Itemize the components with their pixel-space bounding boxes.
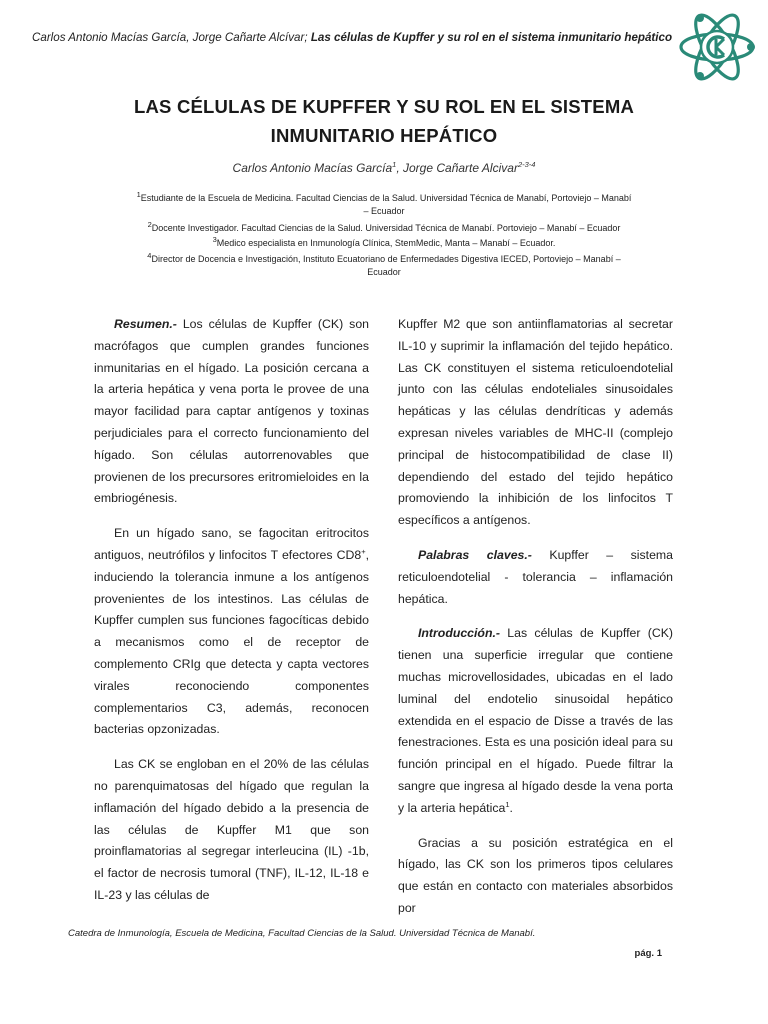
affiliation-3-line-1: Medico especialista en Inmunología Clínica, StemMedic, Manta – Manabí – Ecuador. bbox=[216, 238, 556, 248]
paragraph-3: Las CK se engloban en el 20% de las células no parenquimatosas del hígado que regulan la inflamación del hígado debido a la presencia de las células de Kupffer M1 que son proinflamatorias al segregar interleucina (IL) -1b, el factor de necrosis tumoral (TNF), IL-12, IL-18 e IL-23 y las células de bbox=[94, 757, 369, 902]
keywords-paragraph bbox=[398, 545, 673, 610]
paragraph-2-text-a: En un hígado sano, se fagocitan eritrocitos antiguos, neutrófilos y linfocitos T efectores CD8 bbox=[94, 526, 369, 562]
author-2-sup: 2-3-4 bbox=[517, 160, 536, 169]
keywords-text: Kupffer – sistema reticuloendotelial - tolerancia – inflamación hepática. bbox=[398, 547, 673, 606]
paragraph-continued: Kupffer M2 que son antiinflamatorias al secretar IL-10 y suprimir la inflamación del tejido hepático. Las CK constituyen el sistema reticuloendotelial junto con las células endoteliales sinusoidales hepáticas y las células dendríticas y además expresan niveles variables de MHC-II (complejo principal de histocompatibilidad de clase II) dependiendo del estado del tejido hepático promoviendo la inhibición de los linfocitos T específicos a antígenos. bbox=[398, 317, 673, 528]
author-1: Carlos Antonio Macías García bbox=[232, 161, 393, 175]
affiliation-3-sup: 3 bbox=[212, 235, 217, 244]
paper-title-line-1: LAS CÉLULAS DE KUPFFER Y SU ROL EN EL SISTEMA bbox=[134, 96, 634, 117]
affiliation-1-line-2: – Ecuador bbox=[363, 205, 405, 216]
right-column bbox=[398, 314, 673, 933]
introduction-end: . bbox=[509, 800, 513, 815]
abstract-label: Resumen.- bbox=[114, 317, 177, 331]
running-header-authors: Carlos Antonio Macías García, Jorge Cañarte Alcívar; bbox=[32, 31, 308, 44]
author-separator: , bbox=[396, 161, 403, 175]
running-header-title: Las células de Kupffer y su rol en el sistema inmunitario hepático bbox=[310, 31, 673, 44]
author-line bbox=[100, 161, 668, 175]
atom-logo-icon bbox=[676, 6, 758, 88]
affiliation-1 bbox=[110, 192, 658, 217]
affiliation-1-line-1: Estudiante de la Escuela de Medicina. Facultad Ciencias de la Salud. Universidad Técnica de Manabí, Portoviejo – Manabí bbox=[140, 193, 632, 203]
affiliation-4-sup: 4 bbox=[147, 251, 152, 260]
keywords-label: Palabras claves.- bbox=[418, 547, 532, 562]
paragraph-2 bbox=[94, 523, 369, 741]
affiliation-4-line-2: Ecuador bbox=[367, 266, 401, 277]
running-header bbox=[32, 31, 672, 44]
introduction-text: Las células de Kupffer (CK) tienen una superficie irregular que contiene muchas microvellosidades, ubicadas en el lado luminal del endotelio sinusoidal hepático extendida en el espacio de Disse a través de las fenestraciones. Esta es una posición ideal para su función principal en el hígado. Puede filtrar la sangre que ingresa al hígado desde la vena porta y la arteria hepática bbox=[398, 626, 673, 815]
affiliation-3 bbox=[110, 237, 658, 250]
paragraph-2-sup: + bbox=[361, 546, 366, 556]
affiliation-4 bbox=[110, 253, 658, 278]
paper-title bbox=[100, 92, 668, 150]
abstract-text: Los células de Kupffer (CK) son macrófagos que cumplen grandes funciones inmunitarias en el hígado. La posición cercana a la arteria hepática y vena porta le provee de una mayor facilidad para captar antígenos y toxinas perjudiciales para el correcto funcionamiento del hígado. Son células autorrenovables que provienen de los precursores eritromieloides en la embriogénesis. bbox=[94, 317, 369, 506]
affiliation-2-sup: 2 bbox=[147, 220, 152, 229]
affiliation-2-line-1: Docente Investigador. Facultad Ciencias de la Salud. Universidad Técnica de Manabí. Portoviejo – Manabí – Ecuador bbox=[151, 223, 621, 233]
left-column bbox=[94, 314, 369, 920]
page-number: pág. 1 bbox=[634, 948, 662, 959]
paper-title-line-2: INMUNITARIO HEPÁTICO bbox=[270, 125, 498, 146]
introduction-sup: 1 bbox=[505, 799, 510, 809]
affiliation-2 bbox=[110, 222, 658, 235]
introduction-label: Introducción.- bbox=[418, 626, 500, 641]
author-2: Jorge Cañarte Alcivar bbox=[403, 161, 518, 175]
author-1-sup: 1 bbox=[392, 160, 397, 169]
page-footer: Catedra de Inmunología, Escuela de Medicina, Facultad Ciencias de la Salud. Universidad Técnica de Manabí. bbox=[68, 928, 536, 939]
paragraph-4: Gracias a su posición estratégica en el hígado, las CK son los primeros tipos celulares que están en contacto con materiales absorbidos por bbox=[398, 835, 673, 915]
paragraph-2-text-b: , induciendo la tolerancia inmune a los antígenos provenientes de los intestinos. Las células de Kupffer cumplen sus funciones fagocíticas debido a mecanismos como el de receptor de complemento CRIg que detecta y capta vectores virales reconociendo componentes complementarios C3, además, reconocen bacterias opzonizadas. bbox=[94, 547, 369, 737]
affiliation-4-line-1: Director de Docencia e Investigación, Instituto Ecuatoriano de Enfermedades Digestiva IECED, Portoviejo – Manabí – bbox=[151, 254, 621, 264]
abstract-paragraph bbox=[94, 314, 369, 510]
introduction-paragraph bbox=[398, 623, 673, 819]
affiliation-1-sup: 1 bbox=[136, 190, 141, 199]
